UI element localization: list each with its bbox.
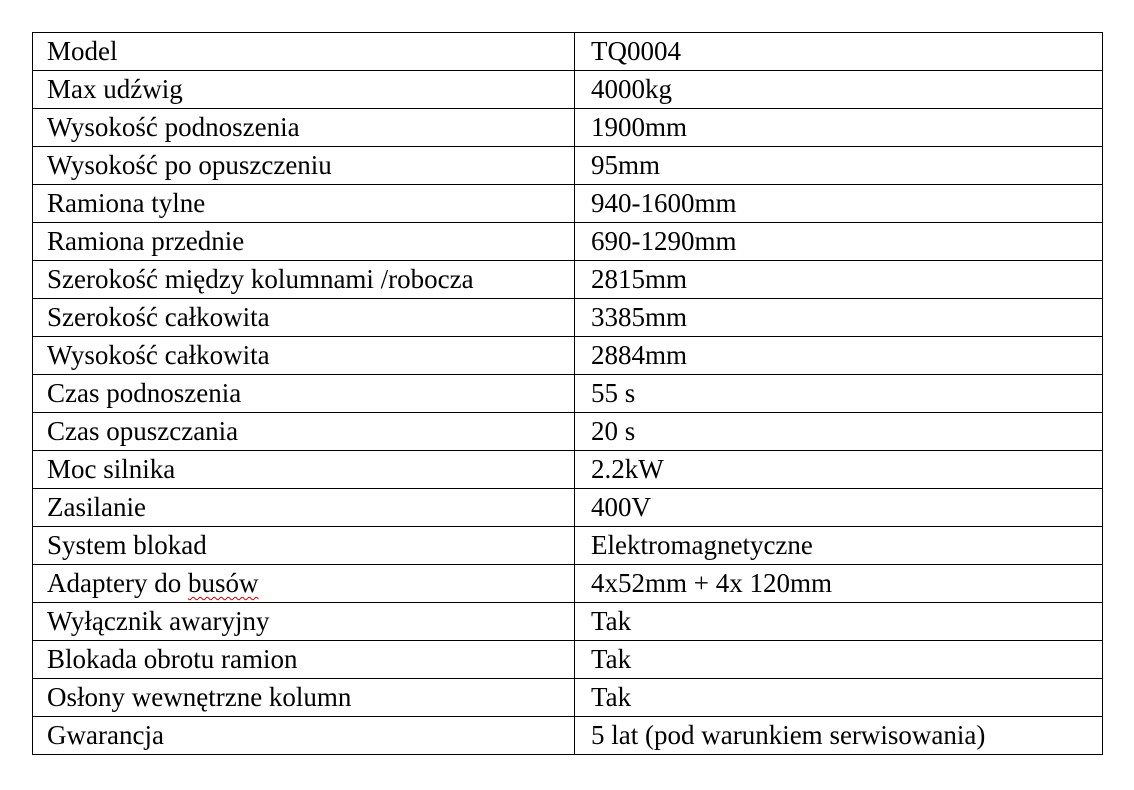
spec-value: 95mm [575, 147, 1103, 185]
spec-label: Szerokość między kolumnami /robocza [33, 261, 575, 299]
spec-label-prefix: Adaptery do [47, 568, 188, 598]
spec-label: Gwarancja [33, 717, 575, 755]
spec-label: Szerokość całkowita [33, 299, 575, 337]
table-row [33, 451, 1103, 489]
spec-label: Czas podnoszenia [33, 375, 575, 413]
spec-value: Tak [575, 641, 1103, 679]
spec-value: 2884mm [575, 337, 1103, 375]
spec-label: Ramiona tylne [33, 185, 575, 223]
spec-label: Wysokość podnoszenia [33, 109, 575, 147]
spec-value: 55 s [575, 375, 1103, 413]
spec-value: 400V [575, 489, 1103, 527]
spec-label [33, 565, 575, 603]
spec-value: Tak [575, 603, 1103, 641]
table-row [33, 527, 1103, 565]
table-row [33, 641, 1103, 679]
spec-value: 2815mm [575, 261, 1103, 299]
spec-label: System blokad [33, 527, 575, 565]
table-row [33, 147, 1103, 185]
table-row [33, 299, 1103, 337]
table-row [33, 71, 1103, 109]
specification-table [32, 32, 1103, 755]
spec-label: Osłony wewnętrzne kolumn [33, 679, 575, 717]
table-row [33, 223, 1103, 261]
spec-value: 5 lat (pod warunkiem serwisowania) [575, 717, 1103, 755]
spellcheck-flagged-word: busów [187, 568, 259, 598]
spec-label: Blokada obrotu ramion [33, 641, 575, 679]
spec-label: Wysokość całkowita [33, 337, 575, 375]
spec-label: Model [33, 33, 575, 71]
spec-label: Moc silnika [33, 451, 575, 489]
spec-label: Wysokość po opuszczeniu [33, 147, 575, 185]
table-row [33, 679, 1103, 717]
spec-value: TQ0004 [575, 33, 1103, 71]
spec-value: Elektromagnetyczne [575, 527, 1103, 565]
spec-value: 1900mm [575, 109, 1103, 147]
spec-label: Zasilanie [33, 489, 575, 527]
spec-label: Max udźwig [33, 71, 575, 109]
table-row [33, 337, 1103, 375]
table-row [33, 375, 1103, 413]
table-row [33, 109, 1103, 147]
spec-value: Tak [575, 679, 1103, 717]
table-row [33, 261, 1103, 299]
spec-value: 20 s [575, 413, 1103, 451]
table-row [33, 185, 1103, 223]
table-row [33, 413, 1103, 451]
table-row [33, 489, 1103, 527]
spec-label: Czas opuszczania [33, 413, 575, 451]
table-row [33, 717, 1103, 755]
spec-value: 690-1290mm [575, 223, 1103, 261]
table-row [33, 603, 1103, 641]
spec-label: Ramiona przednie [33, 223, 575, 261]
spec-value: 3385mm [575, 299, 1103, 337]
spec-value: 4x52mm + 4x 120mm [575, 565, 1103, 603]
spec-value: 940-1600mm [575, 185, 1103, 223]
table-row [33, 33, 1103, 71]
spec-value: 2.2kW [575, 451, 1103, 489]
table-row [33, 565, 1103, 603]
spec-label: Wyłącznik awaryjny [33, 603, 575, 641]
spec-value: 4000kg [575, 71, 1103, 109]
